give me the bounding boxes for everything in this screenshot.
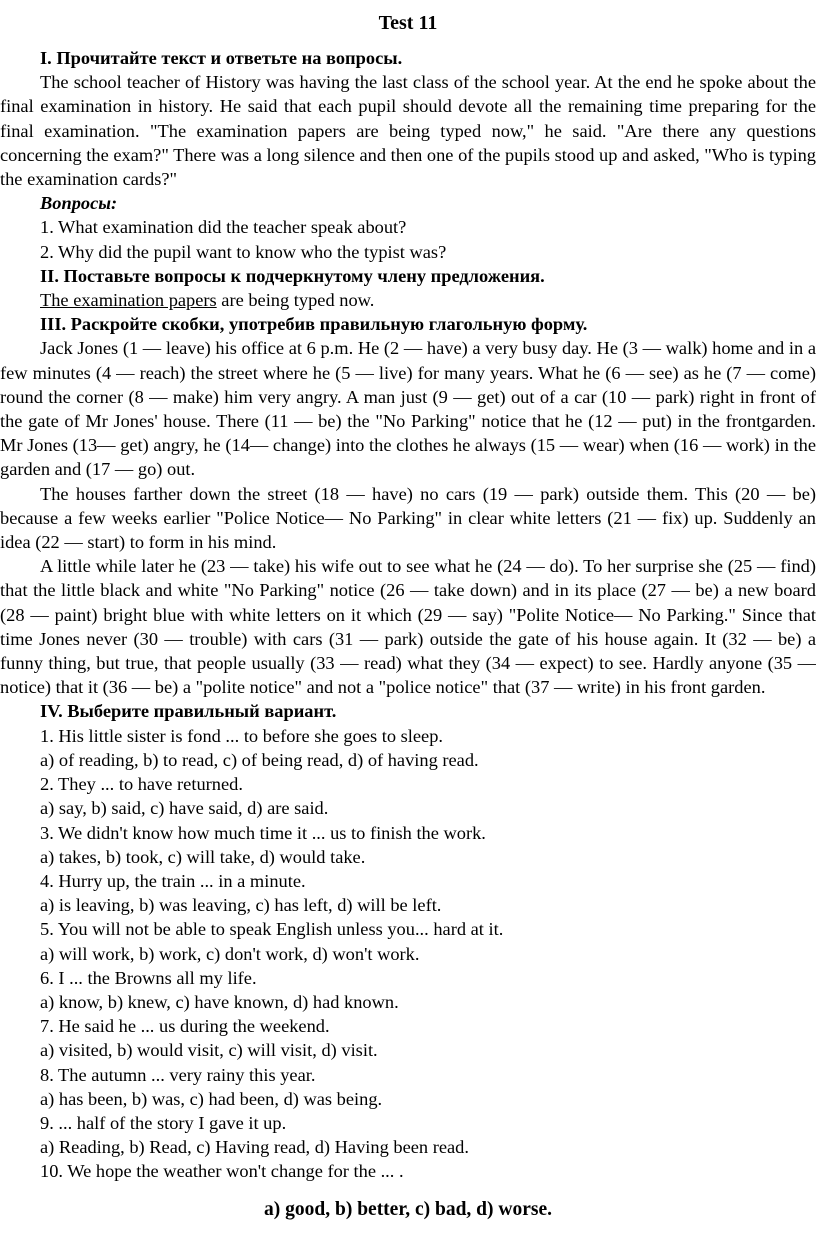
mc-question: 6. I ... the Browns all my life. xyxy=(40,967,257,988)
mc-question: 7. He said he ... us during the weekend. xyxy=(40,1016,330,1037)
exercise-paragraph-1: Jack Jones (1 — leave) his office at 6 p.m. He (2 — have) a very busy day. He (3 — walk) home and in a few minutes (4 — reach) the street where he (5 — live) for many years. What he (6 — see) as he (7 — come) round the corner (8 — make) him very angry. A man just (9 — get) out of a car (10 — park) right in front of the gate of Mr Jones' house. There (11 — be) the "No Parking" notice that he (12 — put) in the frontgarden. Mr Jones (13— get) angry, he (14— change) into the clothes he always (15 — wear) when (16 — work) in the garden and (17 — go) out. xyxy=(0,338,816,480)
mc-question: 9. ... half of the story I gave it up. xyxy=(40,1112,287,1133)
mc-options-10: a) good, b) better, c) bad, d) worse. xyxy=(264,1198,552,1220)
mc-options: a) know, b) knew, c) have known, d) had known. xyxy=(40,991,399,1012)
section-2-heading: II. Поставьте вопросы к подчеркнутому члену предложения. xyxy=(40,265,545,286)
question-2: 2. Why did the pupil want to know who the typist was? xyxy=(40,241,447,262)
section-3-heading: III. Раскройте скобки, употребив правильную глагольную форму. xyxy=(40,314,588,335)
sentence-rest: are being typed now. xyxy=(216,290,375,311)
mc-options: a) takes, b) took, c) will take, d) would take. xyxy=(40,846,366,867)
section-4-heading: IV. Выберите правильный вариант. xyxy=(40,701,337,722)
question-1: 1. What examination did the teacher speak about? xyxy=(40,217,407,238)
reading-text: The school teacher of History was having the last class of the school year. At the end he spoke about the final examination in history. He said that each pupil should devote all the remaining time preparing for the final examination. "The examination papers are being typed now," he said. "Are there any questions concerning the exam?" There was a long silence and then one of the pupils stood up and asked, "Who is typing the examination cards?" xyxy=(0,72,816,190)
mc-question: 8. The autumn ... very rainy this year. xyxy=(40,1064,316,1085)
document-page xyxy=(0,8,816,1222)
mc-question: 2. They ... to have returned. xyxy=(40,774,243,795)
exercise-paragraph-2: The houses farther down the street (18 — have) no cars (19 — park) outside them. This (20 — be) because a few weeks earlier "Police Notice— No Parking" in clear white letters (21 — fix) up. Suddenly an idea (22 — start) to form in his mind. xyxy=(0,483,816,553)
multiple-choice-list xyxy=(0,724,816,1184)
section-2-sentence xyxy=(0,288,816,312)
mc-question-10: 10. We hope the weather won't change for the ... . xyxy=(40,1161,404,1182)
mc-question: 5. You will not be able to speak English unless you... hard at it. xyxy=(40,919,504,940)
mc-options: a) Reading, b) Read, c) Having read, d) Having been read. xyxy=(40,1137,469,1158)
questions-heading: Вопросы: xyxy=(40,193,118,214)
mc-options: a) will work, b) work, c) don't work, d) won't work. xyxy=(40,943,420,964)
mc-question: 1. His little sister is fond ... to before she goes to sleep. xyxy=(40,725,443,746)
mc-options: a) of reading, b) to read, c) of being read, d) of having read. xyxy=(40,749,479,770)
mc-question: 3. We didn't know how much time it ... us to finish the work. xyxy=(40,822,486,843)
mc-options: a) has been, b) was, c) had been, d) was being. xyxy=(40,1088,383,1109)
mc-question: 4. Hurry up, the train ... in a minute. xyxy=(40,870,306,891)
page-title: Test 11 xyxy=(378,12,438,34)
exercise-paragraph-3: A little while later he (23 — take) his wife out to see what he (24 — do). To her surprise she (25 — find) that the little black and white "No Parking" notice (26 — take down) and in its place (27 — be) a new board (28 — paint) bright blue with white letters on it which (29 — say) "Polite Notice— No Parking." Since that time Jones never (30 — trouble) with cars (31 — park) outside the gate of his house again. It (32 — be) a funny thing, but true, that people usually (33 — read) what they (34 — expect) to see. Hardly anyone (35 — notice) that it (36 — be) a "polite notice" and not a "police notice" that (37 — write) in his front garden. xyxy=(0,556,816,698)
mc-options: a) visited, b) would visit, c) will visit, d) visit. xyxy=(40,1040,378,1061)
underlined-phrase: The examination papers xyxy=(40,290,217,311)
mc-options: a) is leaving, b) was leaving, c) has left, d) will be left. xyxy=(40,895,442,916)
mc-options: a) say, b) said, c) have said, d) are said. xyxy=(40,798,329,819)
section-1-heading: I. Прочитайте текст и ответьте на вопросы. xyxy=(40,48,403,68)
